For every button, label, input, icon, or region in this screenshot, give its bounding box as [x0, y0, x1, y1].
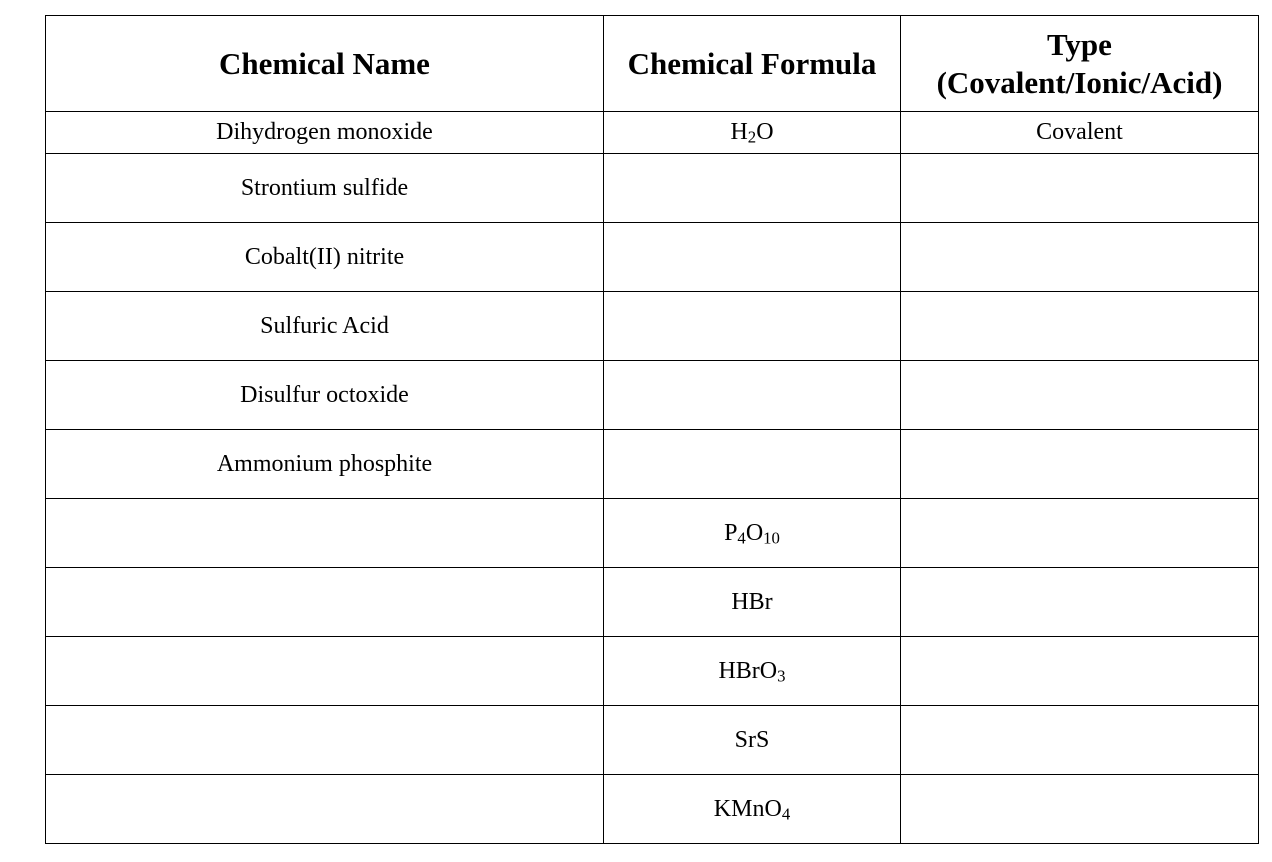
- formula-text: P: [724, 519, 738, 546]
- header-chemical-name: Chemical Name: [46, 16, 604, 112]
- table-row: [46, 430, 1259, 499]
- table-row: [46, 223, 1259, 292]
- compound-type-cell[interactable]: Covalent: [901, 112, 1259, 154]
- compound-type-cell[interactable]: [901, 223, 1259, 292]
- chemical-name-cell[interactable]: [46, 568, 604, 637]
- table-row: [46, 568, 1259, 637]
- chemical-formula-cell[interactable]: [604, 112, 901, 154]
- chemical-formula-cell[interactable]: [604, 430, 901, 499]
- chemical-formula-cell[interactable]: [604, 154, 901, 223]
- chemical-formula-cell[interactable]: [604, 637, 901, 706]
- compound-type-cell[interactable]: [901, 775, 1259, 844]
- formula-subscript: 2: [747, 127, 757, 147]
- formula-subscript: 10: [763, 527, 780, 547]
- compound-type-cell[interactable]: [901, 361, 1259, 430]
- formula-text: O: [745, 519, 764, 546]
- formula-subscript: 4: [781, 803, 791, 823]
- compound-type-cell[interactable]: [901, 292, 1259, 361]
- chemical-worksheet-table: [45, 15, 1259, 844]
- compound-type-cell[interactable]: [901, 637, 1259, 706]
- chemical-name-cell[interactable]: Disulfur octoxide: [46, 361, 604, 430]
- chemical-name-cell[interactable]: Strontium sulfide: [46, 154, 604, 223]
- chemical-formula-cell[interactable]: [604, 361, 901, 430]
- chemical-name-cell[interactable]: Cobalt(II) nitrite: [46, 223, 604, 292]
- compound-type-cell[interactable]: [901, 154, 1259, 223]
- chemical-name-cell[interactable]: Sulfuric Acid: [46, 292, 604, 361]
- chemical-formula-cell[interactable]: [604, 775, 901, 844]
- compound-type-cell[interactable]: [901, 430, 1259, 499]
- header-row: [46, 16, 1259, 112]
- compound-type-cell[interactable]: [901, 568, 1259, 637]
- compound-type-cell[interactable]: [901, 706, 1259, 775]
- formula-text: H: [730, 119, 748, 145]
- header-type: [901, 16, 1259, 112]
- table-row: [46, 706, 1259, 775]
- header-type-options: (Covalent/Ionic/Acid): [936, 64, 1223, 100]
- compound-type-cell[interactable]: [901, 499, 1259, 568]
- chemical-name-cell[interactable]: [46, 499, 604, 568]
- chemical-name-cell[interactable]: [46, 775, 604, 844]
- formula-text: SrS: [734, 726, 770, 753]
- chemical-formula-cell[interactable]: [604, 706, 901, 775]
- formula-text: KMnO: [713, 795, 782, 822]
- formula-text: HBr: [731, 588, 773, 615]
- table-row: [46, 292, 1259, 361]
- formula-text: HBrO: [718, 657, 778, 684]
- chemical-formula-cell[interactable]: [604, 223, 901, 292]
- chemical-formula-cell[interactable]: [604, 292, 901, 361]
- table-row: [46, 775, 1259, 844]
- table-row: [46, 499, 1259, 568]
- chemical-name-cell[interactable]: [46, 637, 604, 706]
- chemical-name-cell[interactable]: [46, 706, 604, 775]
- formula-subscript: 4: [737, 527, 746, 547]
- chemical-formula-cell[interactable]: [604, 499, 901, 568]
- chemical-name-cell[interactable]: Dihydrogen monoxide: [46, 112, 604, 154]
- header-chemical-formula: Chemical Formula: [604, 16, 901, 112]
- table-row: [46, 154, 1259, 223]
- header-type-title: Type: [1047, 26, 1112, 62]
- table-row: [46, 637, 1259, 706]
- chemical-name-cell[interactable]: Ammonium phosphite: [46, 430, 604, 499]
- table-row: [46, 112, 1259, 154]
- formula-subscript: 3: [777, 665, 786, 685]
- chemical-formula-cell[interactable]: [604, 568, 901, 637]
- formula-text: O: [756, 119, 774, 145]
- table-row: [46, 361, 1259, 430]
